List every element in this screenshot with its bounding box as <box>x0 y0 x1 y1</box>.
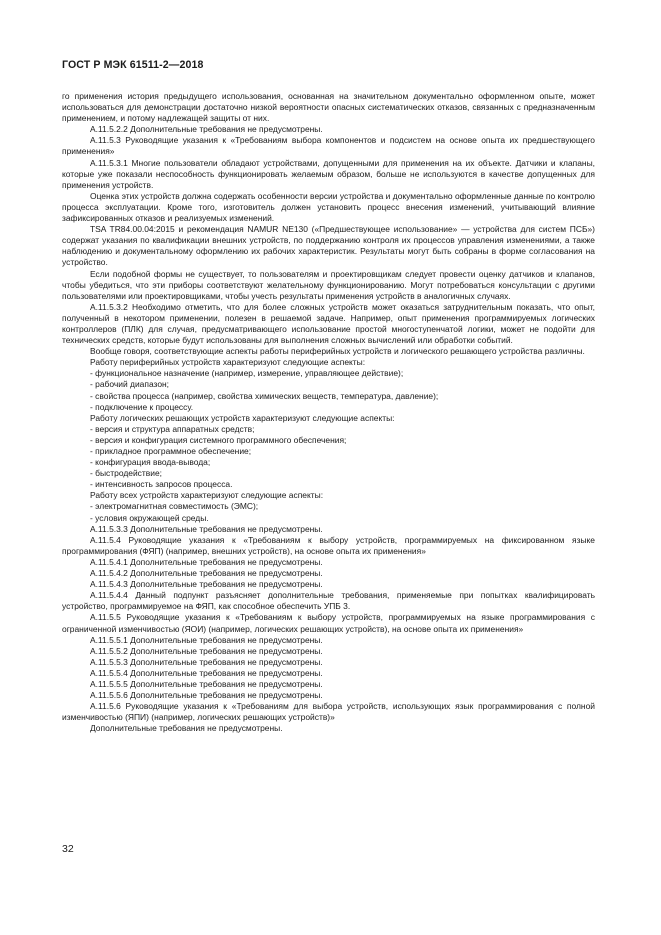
list-item: - конфигурация ввода-вывода; <box>90 457 211 468</box>
paragraph: Дополнительные требования не предусмотрены. <box>90 723 283 734</box>
paragraph: А.11.5.3.2 Необходимо отметить, что для более сложных устройств может оказаться затруднительным показать, что опыт, полученный в некотором применении, полезен в решаемой задаче. Например, опыт применения программируемых логических контроллеров (ПЛК) для случая, предусматривающего использование простой многоступенчатой логики, может не подойти для технических средств, которые будут использованы для выполнения сложных вычислений или обработки событий. <box>62 301 595 346</box>
paragraph: А.11.5.3.1 Многие пользователи обладают устройствами, допущенными для применения на их объекте. Датчики и клапаны, которые уже показали неспособность функционировать желаемым образом, больше не используются в качестве допущенных для применения устройств. <box>62 157 595 190</box>
list-item: - электромагнитная совместимость (ЭМС); <box>90 501 259 512</box>
paragraph: Вообще говоря, соответствующие аспекты работы периферийных устройств и логического решающего устройства различны. <box>90 346 585 357</box>
paragraph: Работу логических решающих устройств характеризуют следующие аспекты: <box>90 412 395 423</box>
paragraph: Если подобной формы не существует, то пользователям и проектировщикам следует провести оценку датчиков и клапанов, чтобы убедиться, что эти приборы соответствуют желательному функционированию. Могут потребоваться консультации с другими пользователями или проектировщиками, чтобы учесть результаты применения устройств в аналогичных случаях. <box>62 268 595 301</box>
paragraph: А.11.5.5.2 Дополнительные требования не предусмотрены. <box>90 645 323 656</box>
paragraph: А.11.5.5.1 Дополнительные требования не предусмотрены. <box>90 634 323 645</box>
paragraph: А.11.5.4.1 Дополнительные требования не предусмотрены. <box>90 556 323 567</box>
paragraph: А.11.5.4 Руководящие указания к «Требованиям к выбору устройств, программируемых на фиксированном языке программирования (ФЯП) (например, внешних устройств), на основе опыта их применения» <box>62 534 595 556</box>
paragraph: А.11.5.3 Руководящие указания к «Требованиям выбора компонентов и подсистем на основе опыта их предшествующего применения» <box>62 135 595 157</box>
document-header: ГОСТ Р МЭК 61511-2—2018 <box>62 59 204 71</box>
paragraph: Работу периферийных устройств характеризуют следующие аспекты: <box>90 357 366 368</box>
paragraph: А.11.5.5.4 Дополнительные требования не предусмотрены. <box>90 667 323 678</box>
list-item: - подключение к процессу. <box>90 401 194 412</box>
paragraph: А.11.5.4.2 Дополнительные требования не предусмотрены. <box>90 568 323 579</box>
paragraph: А.11.5.6 Руководящие указания к «Требованиям для выбора устройств, использующих язык программирования с полной изменчивостью (ЯПИ) (например, логических решающих устройств)» <box>62 701 595 723</box>
paragraph: А.11.5.5.5 Дополнительные требования не предусмотрены. <box>90 678 323 689</box>
list-item: - быстродействие; <box>90 468 162 479</box>
paragraph: А.11.5.3.3 Дополнительные требования не предусмотрены. <box>90 523 323 534</box>
paragraph: А.11.5.5 Руководящие указания к «Требованиям к выбору устройств, программируемых на языке программирования с ограниченной изменчивостью (ЯОИ) (например, логических решающих устройств), на основе опыта их применения» <box>62 612 595 634</box>
paragraph: А.11.5.2.2 Дополнительные требования не предусмотрены. <box>90 124 323 135</box>
page-number: 32 <box>62 843 74 855</box>
list-item: - рабочий диапазон; <box>90 379 170 390</box>
paragraph: А.11.5.4.3 Дополнительные требования не предусмотрены. <box>90 579 323 590</box>
paragraph: TSA TR84.00.04:2015 и рекомендация NAMUR NE130 («Предшествующее использование» — устройства для систем ПСБ») содержат указания по квалификации внешних устройств, по поддержанию контроля их процессов управления изменениями, а также наблюдению и документальному оформлению их рабочих характеристик. Результаты могут быть собраны в форме согласования на устройство. <box>62 224 595 268</box>
list-item: - условия окружающей среды. <box>90 512 209 523</box>
document-body <box>62 91 595 734</box>
paragraph: го применения история предыдущего использования, основанная на значительном документально оформленном опыте, может использоваться для демонстрации достаточно низкой вероятности опасных систематических отказов, связанных с предназначенным применением, и потому надлежащей защиты от них. <box>62 91 595 124</box>
list-item: - интенсивность запросов процесса. <box>90 479 233 490</box>
list-item: - функциональное назначение (например, измерение, управляющее действие); <box>90 368 404 379</box>
list-item: - версия и структура аппаратных средств; <box>90 423 255 434</box>
list-item: - прикладное программное обеспечение; <box>90 446 252 456</box>
paragraph: А.11.5.4.4 Данный подпункт разъясняет дополнительные требования, применяемые при попытках квалифицировать устройство, программируемое на ФЯП, как способное обеспечить УПБ 3. <box>62 590 595 612</box>
list-item: - свойства процесса (например, свойства химических веществ, температура, давление); <box>90 390 439 401</box>
list-item: - версия и конфигурация системного программного обеспечения; <box>90 434 347 445</box>
paragraph: Работу всех устройств характеризуют следующие аспекты: <box>90 490 324 501</box>
paragraph: А.11.5.5.6 Дополнительные требования не предусмотрены. <box>90 690 323 701</box>
paragraph: А.11.5.5.3 Дополнительные требования не предусмотрены. <box>90 656 323 667</box>
paragraph: Оценка этих устройств должна содержать особенности версии устройства и документально оформленные данные по контролю процесса эксплуатации. Кроме того, изготовитель должен установить процесс внесения изменений, учитывающий влияние зафиксированных отказов и реализуемых изменений. <box>62 190 595 224</box>
